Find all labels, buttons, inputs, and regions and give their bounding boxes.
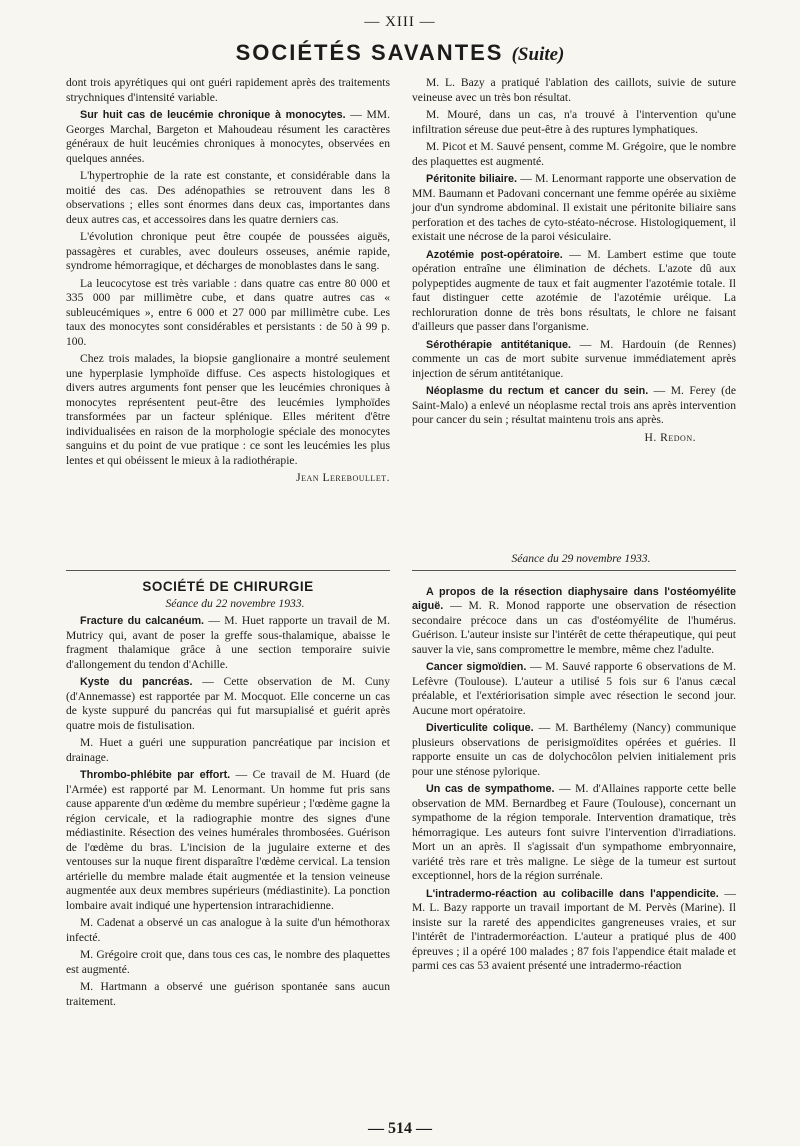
article-heading: L'intradermo-réaction au colibacille dans l'appendicite. xyxy=(426,887,719,900)
article-neoplasme xyxy=(412,384,736,428)
paragraph: M. Grégoire croit que, dans tous ces cas, le nombre des plaquettes est augmenté. xyxy=(66,948,390,976)
paragraph: M. Huet a guéri une suppuration pancréatique par incision et drainage. xyxy=(66,736,390,764)
article-text: — M. Hardouin (de Rennes) commente un cas de mort subite survenue immédiatement après injection de sérum antitétanique. xyxy=(412,337,736,380)
title-text: SOCIÉTÉS SAVANTES xyxy=(235,40,504,65)
paragraph: M. Mouré, dans un cas, n'a trouvé à l'intervention qu'une infiltration séreuse due peut-être à des ruptures lymphatiques. xyxy=(412,108,736,136)
article-text: — M. Lambert estime que toute opération entraîne une élimination de déchets. L'azote dû aux polypeptides augmente de taux et fait augmenter l'azotémie totale. Il faut distinguer cette azotémie de l'azotémie uréique. La rechloruration donne de très bons résultats, le chlore ne faisant d'ailleurs que passer dans l'organisme. xyxy=(412,247,736,333)
article-sympathome xyxy=(412,782,736,884)
signature: Jean Lereboullet. xyxy=(296,471,390,484)
paragraph: M. Picot et M. Sauvé pensent, comme M. Grégoire, que le nombre des plaquettes est augmenté. xyxy=(412,140,736,168)
signature: H. Redon. xyxy=(644,430,696,444)
page-title xyxy=(0,40,800,66)
paragraph: M. Cadenat a observé un cas analogue à la suite d'un hémothorax infecté. xyxy=(66,916,390,944)
article-intradermo xyxy=(412,887,736,974)
article-serotherapie xyxy=(412,338,736,382)
left-bottom-column xyxy=(66,580,390,1012)
section-divider xyxy=(66,570,390,571)
article-thrombo xyxy=(66,768,390,913)
article-text: — M. Barthélemy (Nancy) communique plusieurs observations de perisigmoïdites opérées et guéries. Il rapporte ensuite un cas de dolychocôlon pelvien initialement pris pour une sténose pylorique. xyxy=(412,721,736,778)
article-azotemie xyxy=(412,248,736,335)
article-heading: Kyste du pancréas. xyxy=(80,676,193,688)
session-date: Séance du 22 novembre 1933. xyxy=(165,596,305,610)
article-heading: Un cas de sympathome. xyxy=(426,783,555,795)
paragraph: L'évolution chronique peut être coupée de poussées aiguës, passagères et curables, avec douleurs osseuses, anémie rapide, syndrome hémorragique, et décharges de monoblastes dans le sang. xyxy=(66,230,390,272)
paragraph: L'hypertrophie de la rate est constante, et considérable dans la moitié des cas. Des adénopathies se retrouvent dans les 8 observations ; elles sont énormes dans deux cas, importantes dans deux autres cas, et accessoires dans les quatre derniers cas. xyxy=(66,169,390,226)
article-text: — MM. Georges Marchal, Bargeton et Mahoudeau résument les caractères généraux de huit leucémies chroniques à monocytes, observées en quelques années. xyxy=(66,108,391,165)
title-suite: (Suite) xyxy=(511,44,565,65)
paragraph: M. Hartmann a observé une guérison spontanée sans aucun traitement. xyxy=(66,980,390,1008)
article-text: — M. R. Monod rapporte une observation de résection secondaire précoce dans un cas d'ostéomyélite de l'humérus. Guérison. L'auteur insiste sur l'intérêt de cette thérapeutique, qui peut sauver la vie, sans compromettre le membre, même chez l'adulte. xyxy=(412,599,736,656)
article-heading: A propos de la résection diaphysaire dans l'ostéomyélite aiguë. xyxy=(412,585,736,612)
article-peritonite xyxy=(412,172,736,245)
article-diverticulite xyxy=(412,721,736,779)
page-number: — 514 — xyxy=(368,1120,432,1137)
article-heading: Fracture du calcanéum. xyxy=(80,615,205,627)
section-title: SOCIÉTÉ DE CHIRURGIE xyxy=(142,579,314,594)
article-kyste xyxy=(66,675,390,733)
right-bottom-column xyxy=(412,552,736,977)
session-date: Séance du 29 novembre 1933. xyxy=(511,552,651,565)
paragraph: M. L. Bazy a pratiqué l'ablation des caillots, suivie de suture veineuse avec un très bon résultat. xyxy=(412,76,736,104)
article-text: — M. Sauvé rapporte 6 observations de M. Lefèvre (Toulouse). L'auteur a utilisé 5 fois sur 6 l'anus cæcal préalable, et l'extériorisation simple avec résection le second jour. Aucune mort opératoire. xyxy=(412,660,736,717)
article-text: — M. d'Allaines rapporte cette belle observation de MM. Bernardbeg et Faure (Toulouse), concernant un sympathome de la région temporale. Intervention dramatique, très hémorragique. Les auteurs font suivre l'intervention d'irradiations. Mort un an après. Il s'agissait d'un sympathome embryonnaire, variété très rare et très maligne. Le siège de la tumeur est surtout exceptionnel, hors de la région surrénale. xyxy=(412,782,736,882)
article-text: — Ce travail de M. Huard (de l'Armée) est rapporté par M. Lenormant. Un homme fut pris sans cause apparente d'un œdème du membre supérieur ; l'œdème gagne la région cervicale, et la radiographie montre des signes d'une médiastinite. Résection des veines humérales thrombosées. Guérison de l'œdème du bras. L'incision de la jugulaire externe et des ventouses sur la nuque firent disparaître l'œdème cervical. La tension artérielle du membre malade était augmentée et la tension veineuse augmentée aux deux membres supérieurs (médiastinite). La ponction lombaire avait indiqué une hypertension intrarachidienne. xyxy=(66,768,391,912)
article-text: — M. Ferey (de Saint-Malo) a enlevé un néoplasme rectal trois ans après intervention pour cancer du sein ; résultat maintenu trois ans après. xyxy=(412,384,736,426)
article-heading: Néoplasme du rectum et cancer du sein. xyxy=(426,385,649,397)
article-heading: Sur huit cas de leucémie chronique à monocytes. xyxy=(80,109,346,121)
article-heading: Cancer sigmoïdien. xyxy=(426,661,527,673)
right-top-column xyxy=(412,76,736,449)
article-text: — M. Lenormant rapporte une observation de MM. Baumann et Padovani concernant une femme opérée au sixième jour d'un syndrome abdominal. Il existait une péritonite biliaire sans perforation et des taches de cyto-stéato-nécrose. Histologiquement, il existait une nécrose de la paroi vésiculaire. xyxy=(412,172,736,243)
article-calcaneum xyxy=(66,614,390,672)
article-heading: Sérothérapie antitétanique. xyxy=(426,338,572,351)
article-text: — Cette observation de M. Cuny (d'Annemasse) est rapportée par M. Mocquot. Elle concerne un cas de kyste suppuré du pancréas qui fut marsupialisé et guérit après quatre mois de fistulisation. xyxy=(66,675,390,732)
left-top-column xyxy=(66,76,390,490)
paragraph: La leucocytose est très variable : dans quatre cas entre 80 000 et 335 000 par millimètre cube, et dans quatre autres cas « subleucémiques », entre 6 000 et 27 000 par millimètre cube. Les taux des monocytes sont considérables et persistants : de 50 à 99 p. 100. xyxy=(66,276,390,348)
paragraph: dont trois apyrétiques qui ont guéri rapidement après des traitements strychniques d'intensité variable. xyxy=(66,76,390,104)
article-leucemie xyxy=(66,108,390,166)
article-heading: Diverticulite colique. xyxy=(426,722,534,734)
article-heading: Thrombo-phlébite par effort. xyxy=(80,769,231,781)
page-folio: — XIII — xyxy=(364,14,436,30)
paragraph: Chez trois malades, la biopsie ganglionaire a montré seulement une hyperplasie lymphoïde diffuse. Ces aspects histologiques et divers autres arguments font penser que les leucémies chroniques à monocytes représentent peut-être des leucémies lymphoïdes transformées par un facteur splénique. Elles méritent d'être individualisées en raison de la morphologie spéciale des monocytes sanguins et du point de vue pratique : ce sont les leucémies les plus lentes et qui obéissent le mieux à la radiothérapie. xyxy=(66,352,390,467)
article-heading: Péritonite biliaire. xyxy=(426,173,517,185)
article-text: — M. Huet rapporte un travail de M. Mutricy qui, avant de poser la greffe sous-thalamique, abaisse le fragment thalamique grâce à une section temporaire suivie d'allongement du tendon d'Achille. xyxy=(66,614,390,671)
article-text: — M. L. Bazy rapporte un travail important de M. Pervès (Marine). Il insiste sur la rareté des appendicites gangreneuses vraies, et sur l'intérêt de l'intradermoréaction. L'auteur a pratiqué plus de 400 épreuves ; il a opéré 100 malades ; 87 fois l'appendice était malade et parmi ces cas 53 avaient présenté une intradermo-réaction xyxy=(412,886,736,972)
article-heading: Azotémie post-opératoire. xyxy=(426,248,563,261)
article-cancer xyxy=(412,660,736,718)
article-resection xyxy=(412,585,736,658)
